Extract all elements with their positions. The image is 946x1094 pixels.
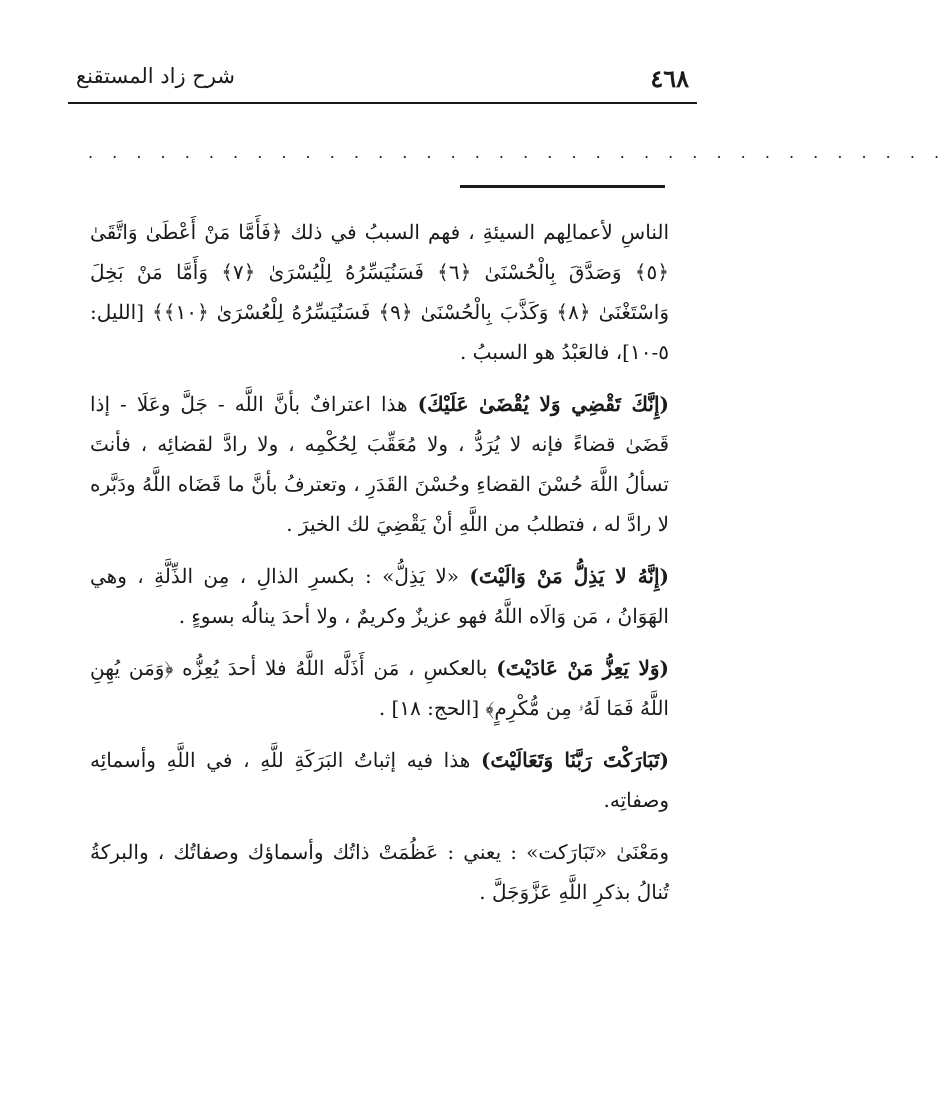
paragraph-lead: (إِنَّكَ تَقْضِي وَلا يُقْضَىٰ عَلَيْكَ): [417, 392, 669, 416]
paragraph-3: [90, 556, 669, 636]
dotted-separator: . . . . . . . . . . . . . . . . . . . . . . . . . . . . . . . . . . . .: [88, 143, 946, 162]
page-body: [90, 212, 669, 924]
paragraph-1: [90, 212, 669, 372]
paragraph-2: [90, 384, 669, 544]
page-number: ٤٦٨: [650, 64, 689, 93]
paragraph-text: «لا يَذِلُّ» : بكسرِ الذالِ ، مِن الذِّلَّةِ ، وهي الهَوَانُ ، مَن وَالَاه اللَّهُ فهو عزيزٌ وكريمٌ ، ولا أحدَ ينالُه بسوءٍ .: [90, 564, 669, 628]
paragraph-text: هذا اعترافٌ بأنَّ اللَّه - جَلَّ وعَلَا - إذا قَضَىٰ قضاءً فإنه لا يُرَدُّ ، ولا مُعَقِّبَ لِحُكْمِه ، ولا رادَّ لقضائِه ، فأنتَ تسألُ اللَّهَ حُسْنَ القضاءِ وحُسْنَ القَدَرِ ، وتعترفُ بأنَّ ما قَضَاه اللَّهُ ودَبَّره لا رادَّ له ، فتطلبُ من اللَّهِ أنْ يَقْضِيَ لك الخيرَ .: [90, 392, 669, 536]
book-title: شرح زاد المستقنع: [76, 64, 235, 88]
paragraph-lead: (وَلا يَعِزُّ مَنْ عَادَيْتَ): [496, 656, 669, 680]
section-rule: [460, 185, 665, 188]
page-header: [68, 58, 697, 104]
paragraph-lead: (تَبَارَكْتَ رَبَّنَا وَتَعَالَيْتَ): [480, 748, 670, 772]
paragraph-text: الناسِ لأعمالِهم السيئةِ ، فهم السببُ في ذلك ﴿فَأَمَّا مَنْ أَعْطَىٰ وَاتَّقَىٰ ﴿٥﴾ وَصَدَّقَ بِالْحُسْنَىٰ ﴿٦﴾ فَسَنُيَسِّرُهُ لِلْيُسْرَىٰ ﴿٧﴾ وَأَمَّا مَنْ بَخِلَ وَاسْتَغْنَىٰ ﴿٨﴾ وَكَذَّبَ بِالْحُسْنَىٰ ﴿٩﴾ فَسَنُيَسِّرُهُ لِلْعُسْرَىٰ ﴿١٠﴾﴾ [الليل: ٥-١٠]، فالعَبْدُ هو السببُ .: [90, 220, 669, 364]
paragraph-4: [90, 648, 669, 728]
paragraph-text: بالعكسِ ، مَن أَذَلَّه اللَّهُ فلا أحدَ يُعِزُّه ﴿وَمَن يُهِنِ اللَّهُ فَمَا لَهُۥ مِن مُّكْرِمٍ﴾ [الحج: ١٨] .: [90, 656, 669, 720]
paragraph-text: ومَعْنَىٰ «تَبَارَكت» : يعني : عَظُمَتْ ذاتُك وأسماؤك وصفاتُك ، والبركةُ تُنالُ بذكرِ اللَّهِ عَزَّوَجَلَّ .: [90, 840, 669, 904]
paragraph-lead: (إِنَّهُ لا يَذِلُّ مَنْ وَالَيْتَ): [469, 564, 670, 588]
paragraph-5: [90, 740, 669, 820]
paragraph-6: [90, 832, 669, 912]
paragraph-text: هذا فيه إثباتُ البَرَكَةِ للَّهِ ، في اللَّهِ وأسمائِه وصفاتِه.: [90, 748, 669, 812]
